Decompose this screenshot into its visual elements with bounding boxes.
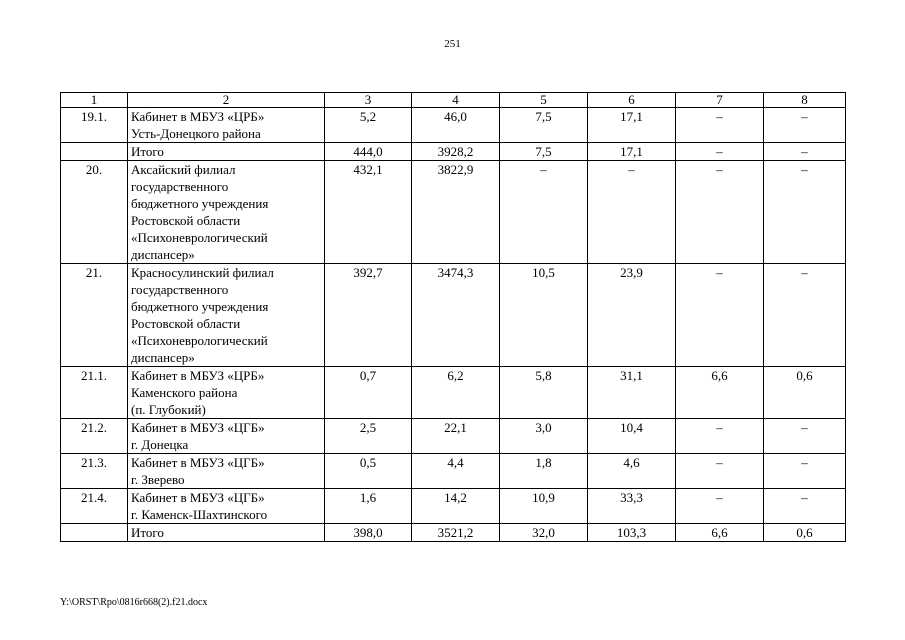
value-cell: –: [764, 264, 846, 367]
value-cell: 444,0: [325, 143, 412, 161]
value-cell: 3822,9: [412, 161, 500, 264]
header-cell: 5: [500, 93, 588, 108]
value-cell: 23,9: [588, 264, 676, 367]
value-cell: 1,6: [325, 489, 412, 524]
value-cell: 5,8: [500, 367, 588, 419]
table-row: [61, 264, 846, 367]
table-row: [61, 143, 846, 161]
row-number-cell: 19.1.: [61, 108, 128, 143]
row-number-cell: 20.: [61, 161, 128, 264]
value-cell: 46,0: [412, 108, 500, 143]
row-number-cell: 21.1.: [61, 367, 128, 419]
file-path-footer: Y:\ORST\Rpo\0816r668(2).f21.docx: [60, 597, 208, 608]
value-cell: 33,3: [588, 489, 676, 524]
value-cell: –: [676, 489, 764, 524]
value-cell: –: [764, 161, 846, 264]
row-number-cell: 21.3.: [61, 454, 128, 489]
value-cell: 6,2: [412, 367, 500, 419]
table-row: [61, 367, 846, 419]
value-cell: –: [764, 489, 846, 524]
table-row: [61, 419, 846, 454]
value-cell: 3928,2: [412, 143, 500, 161]
value-cell: 3,0: [500, 419, 588, 454]
row-number-cell: [61, 143, 128, 161]
header-cell: 8: [764, 93, 846, 108]
value-cell: 10,9: [500, 489, 588, 524]
value-cell: 4,4: [412, 454, 500, 489]
header-cell: 6: [588, 93, 676, 108]
header-cell: 1: [61, 93, 128, 108]
value-cell: 22,1: [412, 419, 500, 454]
table-row: [61, 489, 846, 524]
value-cell: 10,5: [500, 264, 588, 367]
data-table: [60, 92, 846, 542]
value-cell: 0,6: [764, 367, 846, 419]
table-header-row: [61, 93, 846, 108]
value-cell: 3521,2: [412, 524, 500, 542]
value-cell: 6,6: [676, 367, 764, 419]
row-number-cell: 21.: [61, 264, 128, 367]
value-cell: –: [676, 264, 764, 367]
value-cell: 17,1: [588, 108, 676, 143]
value-cell: 2,5: [325, 419, 412, 454]
value-cell: 17,1: [588, 143, 676, 161]
value-cell: –: [676, 161, 764, 264]
value-cell: –: [764, 143, 846, 161]
value-cell: –: [676, 143, 764, 161]
row-name-cell: Кабинет в МБУЗ «ЦРБ» Каменского района (п. Глубокий): [128, 367, 325, 419]
value-cell: 103,3: [588, 524, 676, 542]
value-cell: 32,0: [500, 524, 588, 542]
row-name-cell: Аксайский филиал государственного бюджетного учреждения Ростовской области «Психоневрологический диспансер»: [128, 161, 325, 264]
header-cell: 2: [128, 93, 325, 108]
value-cell: –: [500, 161, 588, 264]
page-number: 251: [444, 38, 461, 50]
table-row: [61, 454, 846, 489]
value-cell: 10,4: [588, 419, 676, 454]
value-cell: 0,5: [325, 454, 412, 489]
table-row: [61, 108, 846, 143]
value-cell: 4,6: [588, 454, 676, 489]
row-name-cell: Красносулинский филиал государственного бюджетного учреждения Ростовской области «Психоневрологический диспансер»: [128, 264, 325, 367]
value-cell: –: [588, 161, 676, 264]
value-cell: 398,0: [325, 524, 412, 542]
value-cell: –: [676, 419, 764, 454]
row-name-cell: Кабинет в МБУЗ «ЦГБ» г. Каменск-Шахтинского: [128, 489, 325, 524]
table-row: [61, 524, 846, 542]
row-name-cell: Итого: [128, 143, 325, 161]
header-cell: 3: [325, 93, 412, 108]
value-cell: 6,6: [676, 524, 764, 542]
table-row: [61, 161, 846, 264]
value-cell: 1,8: [500, 454, 588, 489]
value-cell: –: [764, 419, 846, 454]
row-number-cell: 21.2.: [61, 419, 128, 454]
row-name-cell: Кабинет в МБУЗ «ЦРБ» Усть-Донецкого района: [128, 108, 325, 143]
value-cell: 7,5: [500, 143, 588, 161]
value-cell: –: [676, 108, 764, 143]
value-cell: 14,2: [412, 489, 500, 524]
value-cell: 31,1: [588, 367, 676, 419]
value-cell: 3474,3: [412, 264, 500, 367]
header-cell: 4: [412, 93, 500, 108]
value-cell: 5,2: [325, 108, 412, 143]
value-cell: 0,7: [325, 367, 412, 419]
value-cell: 392,7: [325, 264, 412, 367]
value-cell: 0,6: [764, 524, 846, 542]
value-cell: –: [764, 108, 846, 143]
row-name-cell: Кабинет в МБУЗ «ЦГБ» г. Зверево: [128, 454, 325, 489]
header-cell: 7: [676, 93, 764, 108]
row-number-cell: [61, 524, 128, 542]
value-cell: –: [676, 454, 764, 489]
value-cell: –: [764, 454, 846, 489]
row-name-cell: Кабинет в МБУЗ «ЦГБ» г. Донецка: [128, 419, 325, 454]
row-number-cell: 21.4.: [61, 489, 128, 524]
value-cell: 7,5: [500, 108, 588, 143]
value-cell: 432,1: [325, 161, 412, 264]
row-name-cell: Итого: [128, 524, 325, 542]
